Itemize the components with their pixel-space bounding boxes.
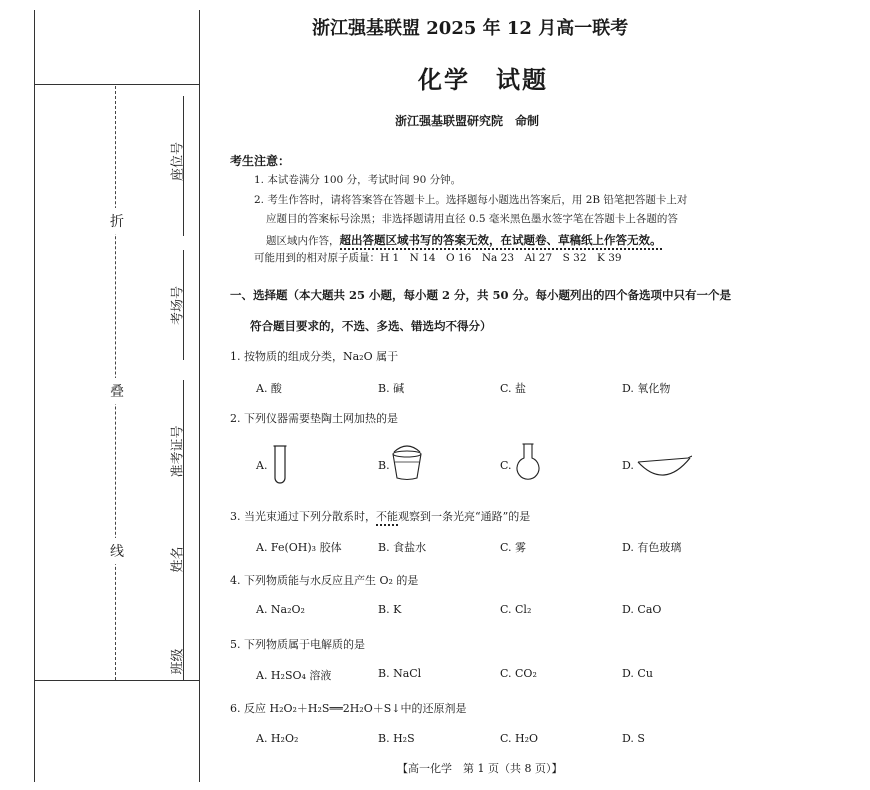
section-instructions-line-2: 符合题目要求的，不选、多选、错选均不得分）	[250, 319, 492, 333]
q1-option-d: D. 氧化物	[622, 382, 671, 395]
name-field	[166, 510, 186, 610]
q1-option-b: B. 碱	[378, 382, 405, 395]
q5-option-b: B. NaCl	[378, 667, 422, 680]
ticket-number-label: 准考证号	[170, 425, 186, 478]
notice-emphasis: 超出答题区域书写的答案无效，在试题卷、草稿纸上作答无效。	[340, 233, 662, 250]
q4-option-d: D. CaO	[622, 603, 662, 616]
q3-option-c: C. 雾	[500, 541, 527, 554]
test-tube-icon	[272, 444, 288, 486]
ticket-number-field	[166, 380, 186, 530]
exam-room-field	[166, 250, 186, 360]
q6-option-c: C. H₂O	[500, 732, 539, 745]
notice-line-3-plain: 题区域内作答，	[266, 235, 340, 247]
evaporating-dish-icon	[636, 454, 692, 480]
atomic-masses: 可能用到的相对原子质量：H 1 N 14 O 16 Na 23 Al 27 S 32 K 39	[254, 252, 622, 264]
margin-divider-top	[35, 84, 199, 85]
exam-title: 浙江强基联盟 2025 年 12 月高一联考	[312, 18, 629, 39]
page-footer: 【高一化学 第 1 页（共 8 页）】	[397, 762, 563, 775]
q1-option-c: C. 盐	[500, 382, 527, 395]
question-1-stem: 1. 按物质的组成分类，Na₂O 属于	[230, 350, 399, 363]
q3-stem-emphasis: 不能	[376, 510, 398, 526]
round-bottom-flask-icon	[514, 442, 542, 484]
q2-option-b: B.	[378, 459, 390, 472]
notice-item-2-line-2: 应题目的答案标号涂黑；非选择题请用直径 0.5 毫米黑色墨水签字笔在答题卡上各题的答	[266, 213, 678, 225]
q6-option-b: B. H₂S	[378, 732, 415, 745]
question-4-stem: 4. 下列物质能与水反应且产生 O₂ 的是	[230, 574, 419, 587]
q2-option-c: C.	[500, 459, 512, 472]
q3-option-d: D. 有色玻璃	[622, 541, 682, 554]
crucible-icon	[388, 442, 426, 482]
notice-item-2-line-1: 2. 考生作答时，请将答案答在答题卡上。选择题每小题选出答案后，用 2B 铅笔把答题卡上对	[254, 194, 688, 206]
class-label: 班级	[170, 648, 186, 675]
q4-option-c: C. Cl₂	[500, 603, 532, 616]
class-field	[166, 600, 186, 680]
q6-option-a: A. H₂O₂	[256, 732, 299, 745]
q1-option-a: A. 酸	[256, 382, 282, 395]
section-instructions-line-1: 一、选择题（本大题共 25 小题，每小题 2 分，共 50 分。每小题列出的四个备选项中只有一个是	[230, 288, 732, 302]
notice-heading: 考生注意：	[230, 154, 291, 168]
q3-stem-start: 3. 当光束通过下列分散系时，	[230, 510, 376, 523]
question-2-stem: 2. 下列仪器需要垫陶土网加热的是	[230, 412, 398, 425]
name-label: 姓名	[170, 546, 186, 573]
seat-number-field	[166, 96, 186, 236]
q4-option-b: B. K	[378, 603, 402, 616]
q3-option-a: A. Fe(OH)₃ 胶体	[256, 541, 342, 554]
fold-char-1: 折	[108, 208, 126, 234]
q5-option-a: A. H₂SO₄ 溶液	[256, 669, 332, 682]
subject-title: 化学 试题	[418, 65, 548, 94]
q2-option-d: D.	[622, 459, 634, 472]
seat-number-label: 座位号	[170, 142, 186, 182]
question-6-stem: 6. 反应 H₂O₂＋H₂S══2H₂O＋S↓中的还原剂是	[230, 702, 467, 715]
exam-room-label: 考场号	[170, 286, 186, 326]
notice-item-2-line-3	[266, 229, 662, 248]
institute-line: 浙江强基联盟研究院 命制	[395, 114, 540, 128]
q3-stem-end: 观察到一条光亮“通路”的是	[398, 510, 531, 523]
fold-char-3: 线	[108, 538, 126, 564]
q2-option-a: A.	[256, 459, 268, 472]
q4-option-a: A. Na₂O₂	[256, 603, 305, 616]
question-5-stem: 5. 下列物质属于电解质的是	[230, 638, 365, 651]
notice-item-1: 1. 本试卷满分 100 分，考试时间 90 分钟。	[254, 174, 462, 186]
fold-char-2: 叠	[108, 378, 126, 404]
q6-option-d: D. S	[622, 732, 645, 745]
q3-option-b: B. 食盐水	[378, 541, 427, 554]
q5-option-c: C. CO₂	[500, 667, 537, 680]
q5-option-d: D. Cu	[622, 667, 653, 680]
question-3-stem	[230, 508, 530, 524]
